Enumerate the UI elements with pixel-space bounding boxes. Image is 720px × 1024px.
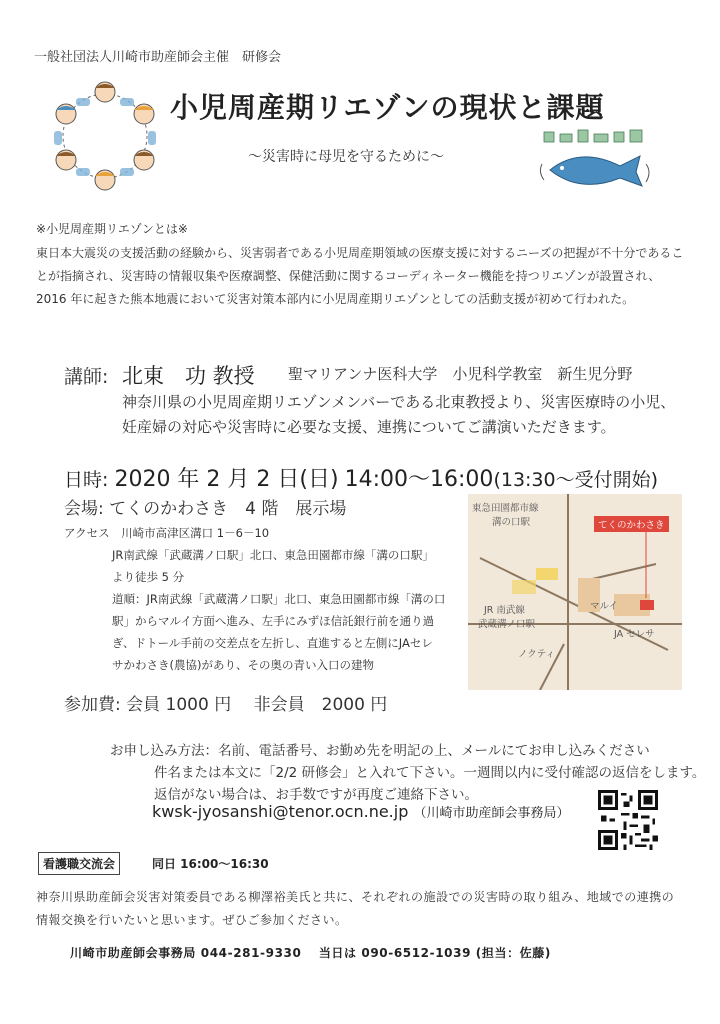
map-ja: JA セレサ [614, 629, 655, 640]
children-ring-illustration [40, 76, 170, 196]
map-tokyu-station: 溝の口駅 [492, 517, 531, 528]
qr-code[interactable] [598, 790, 658, 850]
event-time: 14:00～16:00 [344, 467, 494, 492]
venue-line [64, 494, 346, 519]
venue-address: 川崎市高津区溝口 1－6－10 [121, 526, 270, 540]
apply-line-3: 返信がない場合は、お手数ですが再度ご連絡下さい。 [154, 787, 478, 803]
organizer-line: 一般社団法人川崎市助産師会主催 研修会 [34, 50, 282, 65]
route-line-4: サかわさき(農協)があり、その奥の青い入口の建物 [112, 658, 374, 672]
about-heading: ※小児周産期リエゾンとは※ [36, 222, 188, 236]
contact-line [70, 944, 551, 961]
map-jr-line: JR 南武線 [484, 605, 525, 616]
access-label: アクセス [64, 526, 110, 540]
map-tokyu-line: 東急田園都市線 [472, 503, 539, 514]
apply-line-1: お申し込み方法：名前、電話番号、お勤め先を明記の上、メールにてお申し込みください [110, 743, 650, 759]
page-title: 小児周産期リエゾンの現状と課題 [170, 91, 605, 124]
contact-sameday-phone: 当日は 090-6512-1039 (担当：佐藤) [318, 946, 551, 960]
map-jr-station: 武蔵溝ノ口駅 [478, 619, 536, 630]
fee-line [64, 690, 387, 715]
map-venue-tag: てくのかわさき [594, 516, 669, 532]
route-line-2: 駅」からマルイ方面へ進み、左手にみずほ信託銀行前を通り過 [112, 614, 435, 628]
event-date: 2020 年 2 月 2 日(日) [114, 467, 339, 492]
walk-time: より徒歩 5 分 [112, 570, 185, 584]
exchange-time: 同日 16:00～16:30 [152, 857, 269, 871]
contact-email[interactable]: kwsk-jyosanshi@tenor.ocn.ne.jp [152, 802, 409, 821]
route-line-1: 道順：JR南武線「武蔵溝ノ口駅」北口、東急田園都市線「溝の口 [112, 592, 446, 606]
date-line [64, 462, 658, 493]
map-marui: マルイ [590, 601, 619, 612]
subtitle: ～災害時に母児を守るために～ [248, 149, 444, 165]
about-body: 東日本大震災の支援活動の経験から、災害弱者である小児周産期領域の医療支援に対するニーズの把握が不十分であることが指摘され、災害時の情報収集や医療調整、保健活動に関するコーディネーター機能を持つリエゾンが設置され、2016 年に起きた熊本地震において災害対策本部内に小児周産期リエゾンとしての活動支援が初めて行われた。 [36, 246, 684, 306]
email-office: （川崎市助産師会事務局） [413, 806, 570, 821]
email-line [152, 802, 569, 821]
access-map [468, 494, 682, 690]
kawasaki-fish-logo [538, 126, 656, 196]
fee-nonmember: 非会員 2000 円 [253, 695, 388, 715]
fee-member: 会員 1000 円 [126, 695, 232, 715]
lecturer-label: 講師: [64, 366, 109, 388]
access-directions [64, 522, 445, 676]
fee-label: 参加費: [64, 695, 121, 715]
reception-time: (13:30～受付開始) [493, 469, 659, 491]
exchange-label: 看護職交流会 [38, 852, 120, 875]
venue-label: 会場: [64, 499, 104, 519]
route-line-3: ぎ、ドトール手前の交差点を左折し、直進すると左側にJAセレ [112, 636, 433, 650]
contact-office-phone: 川崎市助産師会事務局 044-281-9330 [70, 946, 302, 960]
apply-line-2: 件名または本文に「2/2 研修会」と入れて下さい。一週間以内に受付確認の返信をします。 [154, 765, 706, 781]
map-nocty: ノクティ [518, 649, 555, 660]
date-label: 日時: [64, 469, 109, 491]
exchange-description: 神奈川県助産師会災害対策委員である柳澤裕美氏と共に、それぞれの施設での災害時の取り組み、地域での連携の情報交換を行いたいと思います。ぜひご参加ください。 [36, 890, 675, 927]
venue-name: てくのかわさき 4 階 展示場 [109, 499, 347, 519]
lecturer-name: 北東 功 教授 [122, 364, 255, 388]
lecturer-affiliation: 聖マリアンナ医科大学 小児科学教室 新生児分野 [288, 365, 633, 383]
station-info: JR南武線「武蔵溝ノ口駅」北口、東急田園都市線「溝の口駅」 [112, 548, 434, 562]
lecturer-description: 神奈川県の小児周産期リエゾンメンバーである北東教授より、災害医療時の小児、妊産婦の対応や災害時に必要な支援、連携についてご講演いただきます。 [122, 393, 676, 436]
